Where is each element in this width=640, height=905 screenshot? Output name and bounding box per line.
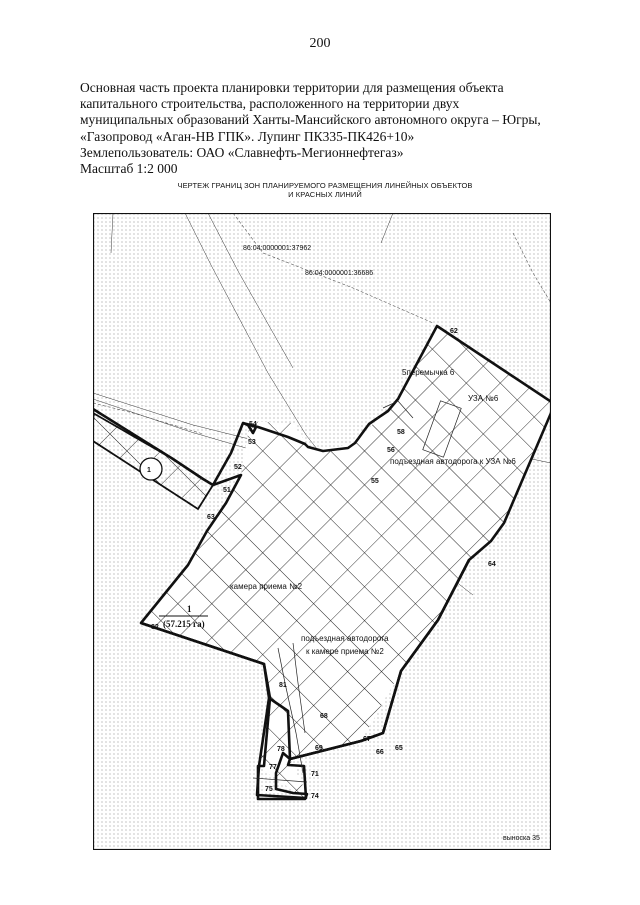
point-label: 55: [371, 478, 379, 485]
road-uza-label: подъездная автодорога к УЗА №6: [390, 457, 516, 466]
point-label: 56: [387, 447, 395, 454]
point-label: 71: [311, 771, 319, 778]
point-label: 54: [249, 421, 257, 428]
drawing-title-line-1: ЧЕРТЕЖ ГРАНИЦ ЗОН ПЛАНИРУЕМОГО РАЗМЕЩЕНИЯ ЛИНЕЙНЫХ ОБЪЕКТОВ: [177, 181, 473, 190]
point-label: 81: [279, 682, 287, 689]
zone-area: (57.215 га): [163, 619, 205, 629]
drawing-title: [110, 181, 540, 199]
point-label: 77: [269, 764, 277, 771]
header-line: муниципальных образований Ханты-Мансийского автономного округа – Югры,: [80, 112, 541, 128]
bridge-label: 5перемычка 6: [402, 368, 455, 377]
point-label: 51: [223, 487, 231, 494]
road-camera-label: к камере приема №2: [306, 647, 384, 656]
point-label: 82: [151, 624, 159, 631]
marker-label: 1: [147, 467, 151, 474]
point-label: 78: [277, 746, 285, 753]
point-label: 66: [376, 749, 384, 756]
header-line: «Газопровод «Аган-НВ ГПК». Лупинг ПК335-ПК426+10»: [80, 128, 415, 144]
point-label: 68: [320, 713, 328, 720]
sheet-reference: выноска 35: [503, 835, 540, 842]
header-line: капитального строительства, расположенного на территории двух: [80, 96, 460, 112]
page-number: 200: [309, 36, 331, 51]
header-line: Землепользователь: ОАО «Славнефть-Мегионнефтегаз»: [80, 144, 404, 160]
drawing-title-line-2: И КРАСНЫХ ЛИНИЙ: [288, 190, 362, 199]
point-label: 53: [248, 439, 256, 446]
uza-label: УЗА №6: [468, 394, 499, 403]
point-label: 62: [450, 328, 458, 335]
point-label: 74: [311, 793, 319, 800]
camera-label: камера приема №2: [230, 582, 303, 591]
point-label: 52: [234, 464, 242, 471]
header-line: Основная часть проекта планировки территории для размещения объекта: [80, 80, 504, 95]
road-camera-label: подъездная автодорога: [301, 634, 389, 643]
zone-number: 1: [187, 604, 192, 614]
point-label: 64: [488, 561, 496, 568]
map-svg: [93, 213, 551, 850]
point-label: 67: [363, 736, 371, 743]
point-label: 58: [397, 429, 405, 436]
point-label: 65: [395, 745, 403, 752]
marker-circle: [140, 458, 162, 480]
document-header: [80, 80, 550, 177]
cadastral-number: 86:04:0000001:37962: [243, 245, 312, 252]
point-label: 75: [265, 786, 273, 793]
point-label: 63: [207, 514, 215, 521]
header-line: Масштаб 1:2 000: [80, 161, 178, 177]
point-label: 69: [315, 745, 323, 752]
map-frame: [93, 213, 551, 850]
cadastral-number: 86:04:0000001:36686: [305, 270, 374, 277]
